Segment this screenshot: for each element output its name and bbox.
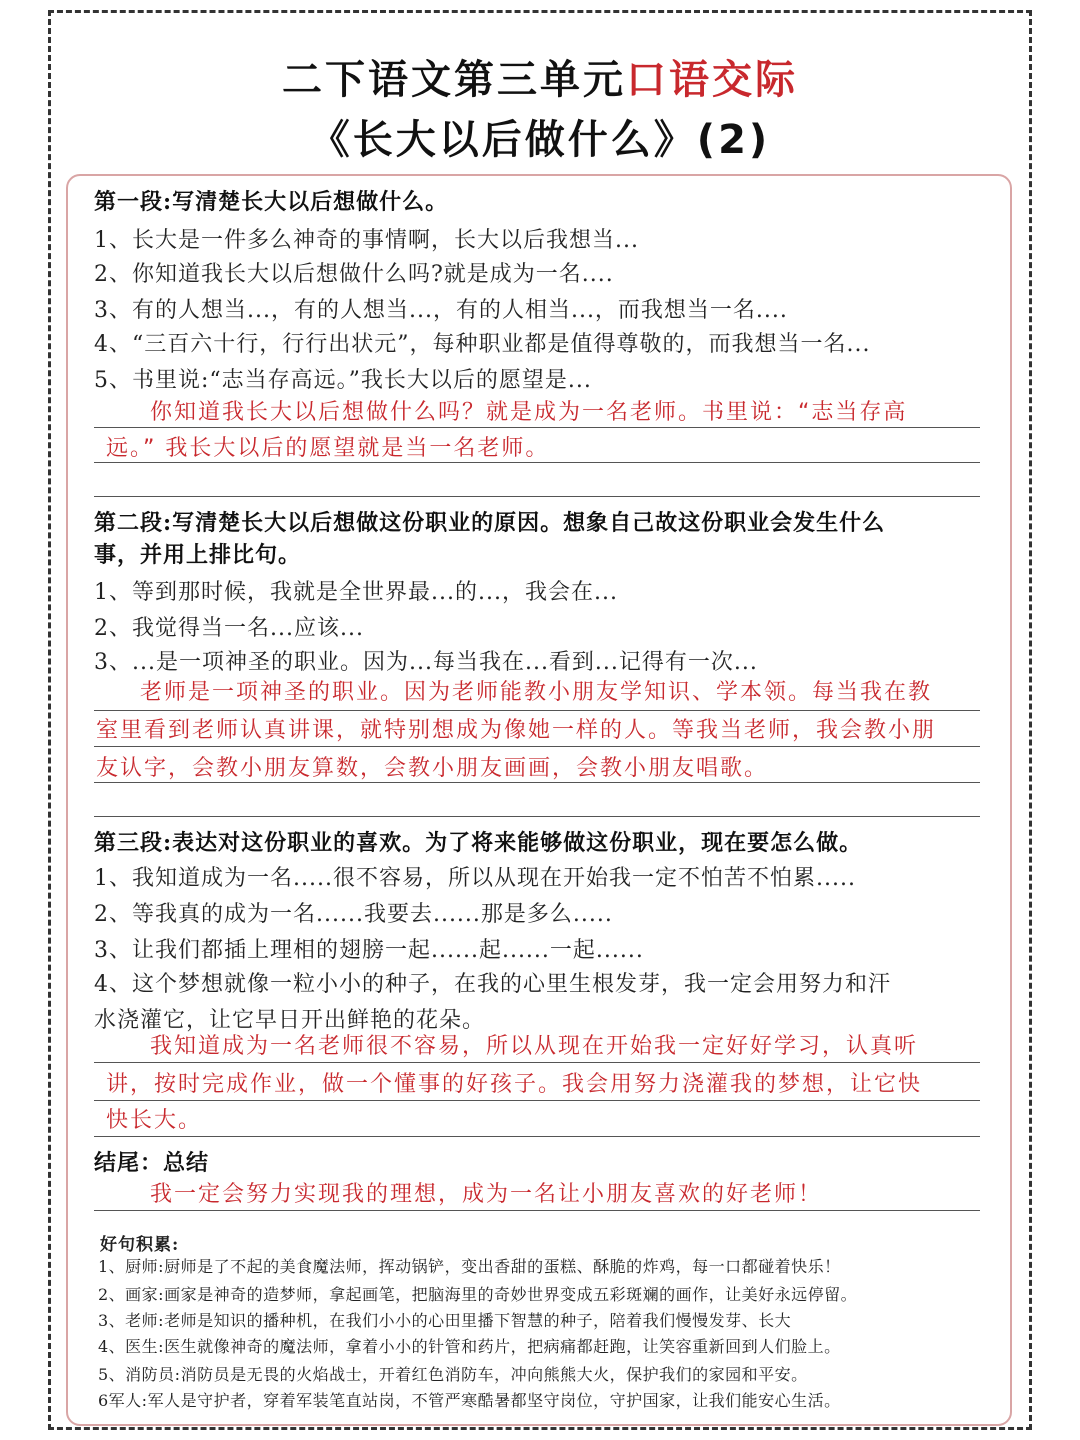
section2-answer-line-1: 老师是一项神圣的职业。因为老师能教小朋友学知识、学本领。每当我在教 (140, 680, 933, 705)
writing-rule (94, 427, 980, 428)
section3-prompt-1: 1、我知道成为一名.....很不容易，所以从现在开始我一定不怕苦不怕累..... (94, 866, 856, 891)
page-title-line2: 《长大以后做什么》(2) (309, 117, 771, 163)
ending-answer: 我一定会努力实现我的理想，成为一名让小朋友喜欢的好老师！ (150, 1182, 823, 1207)
good-sentences-title: 好句积累: (100, 1235, 180, 1255)
good-sentence-item: 2、画家:画家是神奇的造梦师，拿起画笔，把脑海里的奇妙世界变成五彩斑斓的画作，让美好永远停留。 (98, 1285, 858, 1304)
good-sentence-item: 5、消防员:消防员是无畏的火焰战士，开着红色消防车，冲向熊熊大火，保护我们的家园和平安。 (98, 1365, 808, 1384)
section3-prompt-2: 2、等我真的成为一名......我要去......那是多么..... (94, 902, 613, 927)
writing-rule (94, 816, 980, 817)
writing-rule (94, 710, 980, 711)
writing-rule (94, 746, 980, 747)
page-title-line1 (0, 48, 1080, 105)
section2-prompt-3: 3、...是一项神圣的职业。因为...每当我在...看到...记得有一次... (94, 650, 758, 675)
section3-heading: 第三段:表达对这份职业的喜欢。为了将来能够做这份职业，现在要怎么做。 (94, 830, 863, 856)
section2-heading-line-2: 事，并用上排比句。 (94, 542, 302, 568)
section1-answer-line-2: 远。” 我长大以后的愿望就是当一名老师。 (106, 436, 550, 461)
section1-prompt-4: 4、“三百六十行，行行出状元”，每种职业都是值得尊敬的，而我想当一名... (94, 332, 871, 357)
section1-prompt-3: 3、有的人想当...，有的人想当...，有的人相当...，而我想当一名.... (94, 298, 788, 323)
section3-answer-line-2: 讲，按时完成作业，做一个懂事的好孩子。我会用努力浇灌我的梦想，让它快 (106, 1072, 923, 1097)
section3-prompt-5: 水浇灌它，让它早日开出鲜艳的花朵。 (94, 1008, 486, 1033)
title-accent: 口语交际 (626, 57, 798, 103)
section1-answer-line-1: 你知道我长大以后想做什么吗？就是成为一名老师。书里说：“志当存高 (150, 400, 908, 425)
section2-prompt-1: 1、等到那时候，我就是全世界最...的...，我会在... (94, 580, 618, 605)
good-sentence-item: 3、老师:老师是知识的播种机，在我们小小的心田里播下智慧的种子，陪着我们慢慢发芽、长大 (98, 1311, 792, 1330)
section3-prompt-3: 3、让我们都插上理相的翅膀一起......起......一起...... (94, 938, 644, 963)
writing-rule (94, 496, 980, 497)
writing-rule (94, 1100, 980, 1101)
ending-heading: 结尾：总结 (94, 1150, 210, 1176)
section3-answer-line-1: 我知道成为一名老师很不容易，所以从现在开始我一定好好学习，认真听 (150, 1034, 919, 1059)
section1-prompt-1: 1、长大是一件多么神奇的事情啊，长大以后我想当... (94, 228, 639, 253)
section3-answer-line-3: 快长大。 (106, 1108, 203, 1133)
section1-prompt-2: 2、你知道我长大以后想做什么吗?就是成为一名.... (94, 262, 614, 287)
section1-prompt-5: 5、书里说:“志当存高远。”我长大以后的愿望是... (94, 368, 592, 393)
good-sentence-item: 6军人:军人是守护者，穿着军装笔直站岗，不管严寒酷暑都坚守岗位，守护国家，让我们能安心生活。 (98, 1391, 841, 1410)
section2-answer-line-3: 友认字，会教小朋友算数，会教小朋友画画，会教小朋友唱歌。 (96, 756, 769, 781)
good-sentence-item: 4、医生:医生就像神奇的魔法师，拿着小小的针管和药片，把病痛都赶跑，让笑容重新回到人们脸上。 (98, 1337, 841, 1356)
section2-heading-line-1: 第二段:写清楚长大以后想做这份职业的原因。想象自己故这份职业会发生什么 (94, 510, 886, 536)
writing-rule (94, 462, 980, 463)
section2-answer-line-2: 室里看到老师认真讲课，就特别想成为像她一样的人。等我当老师，我会教小朋 (96, 718, 937, 743)
writing-rule (94, 1136, 980, 1137)
writing-rule (94, 1210, 980, 1211)
good-sentence-item: 1、厨师:厨师是了不起的美食魔法师，挥动锅铲，变出香甜的蛋糕、酥脆的炸鸡，每一口都碰着快乐！ (98, 1257, 841, 1276)
title-main: 二下语文第三单元 (282, 57, 626, 103)
section1-heading: 第一段:写清楚长大以后想做什么。 (94, 189, 449, 215)
writing-rule (94, 1062, 980, 1063)
section2-prompt-2: 2、我觉得当一名...应该... (94, 616, 364, 641)
writing-rule (94, 782, 980, 783)
section3-prompt-4: 4、这个梦想就像一粒小小的种子，在我的心里生根发芽，我一定会用努力和汗 (94, 972, 891, 997)
